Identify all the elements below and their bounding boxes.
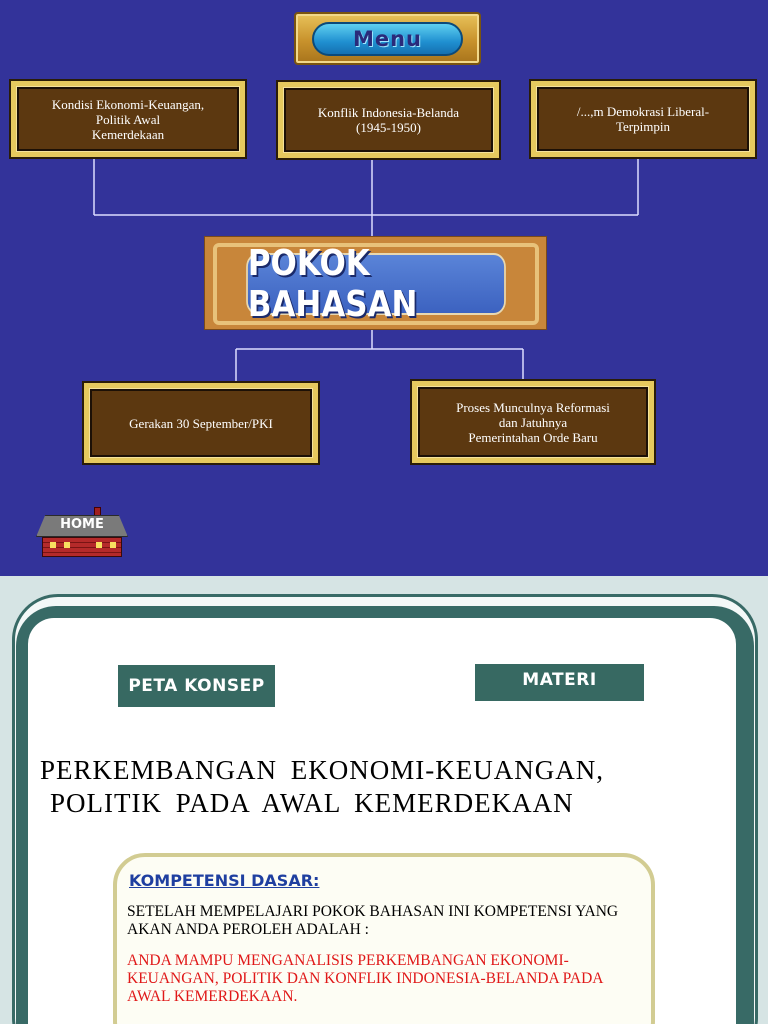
window-shape bbox=[96, 542, 102, 548]
kompetensi-goal: ANDA MAMPU MENGANALISIS PERKEMBANGAN EKONOMI-KEUANGAN, POLITIK DAN KONFLIK INDONESIA-BELANDA PADA AWAL KEMERDEKAAN. bbox=[127, 952, 603, 1005]
home-button[interactable] bbox=[36, 505, 128, 557]
topic-konflik-indonesia-belanda-button[interactable] bbox=[276, 80, 501, 160]
page-title bbox=[40, 754, 740, 820]
topic-label: Proses Munculnya Reformasi dan Jatuhnya Pemerintahan Orde Baru bbox=[418, 387, 648, 457]
topic-label: /...,m Demokrasi Liberal- Terpimpin bbox=[537, 87, 749, 151]
topic-label: Kondisi Ekonomi-Keuangan, Politik Awal Kemerdekaan bbox=[17, 87, 239, 151]
pokok-bahasan-title: POKOK BAHASAN bbox=[246, 253, 506, 315]
topic-ekonomi-keuangan-button[interactable] bbox=[9, 79, 247, 159]
topic-reformasi-button[interactable] bbox=[410, 379, 656, 465]
title-line-1: PERKEMBANGAN EKONOMI-KEUANGAN, bbox=[40, 755, 604, 785]
kompetensi-dasar-box bbox=[113, 853, 655, 1024]
materi-button[interactable]: MATERI bbox=[475, 664, 644, 701]
window-shape bbox=[110, 542, 116, 548]
kompetensi-intro: SETELAH MEMPELAJARI POKOK BAHASAN INI KOMPETENSI YANG AKAN ANDA PEROLEH ADALAH : bbox=[127, 903, 619, 938]
menu-label: Menu bbox=[312, 22, 463, 56]
slide-materi bbox=[0, 576, 768, 1024]
title-line-2: POLITIK PADA AWAL KEMERDEKAAN bbox=[50, 788, 574, 818]
topic-label: Konflik Indonesia-Belanda (1945-1950) bbox=[284, 88, 493, 152]
pokok-bahasan-banner bbox=[204, 236, 547, 330]
topic-demokrasi-button[interactable] bbox=[529, 79, 757, 159]
topic-g30s-pki-button[interactable] bbox=[82, 381, 320, 465]
window-shape bbox=[64, 542, 70, 548]
topic-label: Gerakan 30 September/PKI bbox=[90, 389, 312, 457]
home-label: HOME bbox=[60, 517, 104, 532]
peta-konsep-button[interactable]: PETA KONSEP bbox=[118, 665, 275, 707]
menu-button[interactable] bbox=[294, 12, 481, 65]
kompetensi-title: KOMPETENSI DASAR: bbox=[129, 871, 320, 890]
window-shape bbox=[50, 542, 56, 548]
